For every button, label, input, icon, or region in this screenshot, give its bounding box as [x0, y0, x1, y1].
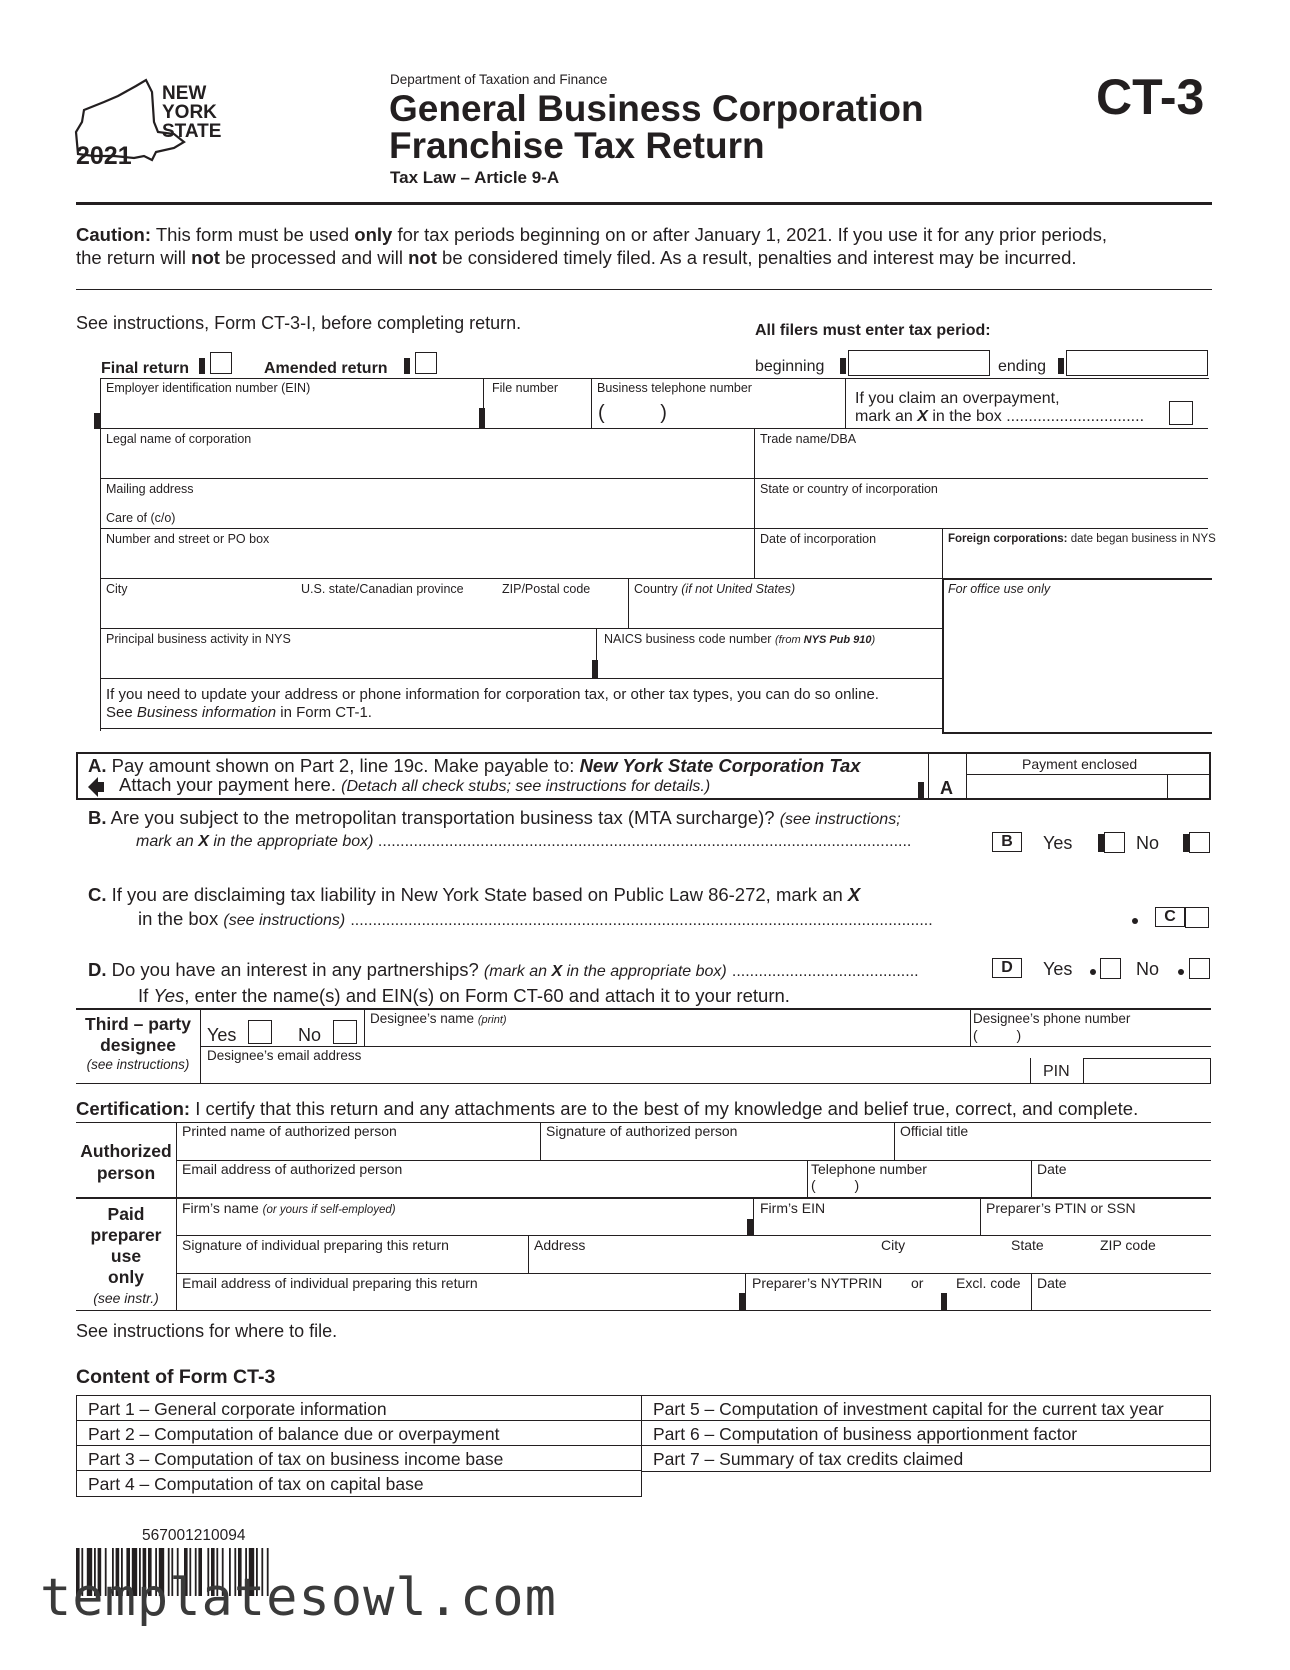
- naics-marker: [592, 660, 598, 678]
- country-text: Country: [634, 582, 678, 596]
- row3-bottom: [100, 528, 1208, 529]
- header-rule: [76, 202, 1212, 205]
- line-d-yes-checkbox[interactable]: [1100, 958, 1121, 979]
- beginning-label: beginning: [755, 358, 825, 375]
- caution-text-d: be processed and will: [225, 247, 403, 268]
- line-b-text: B. Are you subject to the metropolitan transportation business tax (MTA surcharge)? (see instructions; mark an X in the appropriate box) ........................................................................................................................: [88, 807, 912, 850]
- line-a-payee: New York State Corporation Tax: [579, 755, 861, 776]
- form-id: CT-3: [1096, 69, 1205, 125]
- caution-not-1: not: [191, 247, 220, 268]
- final-return-label: Final return: [101, 360, 190, 377]
- line-a-marker: [918, 782, 924, 800]
- line-b-letter: B.: [88, 807, 107, 828]
- preparer-divider: [176, 1199, 177, 1311]
- line-c-text-2: in the box: [138, 908, 219, 929]
- line-d-yes-bullet: [1090, 969, 1096, 975]
- state-incorporation-label: State or country of incorporation: [760, 482, 938, 496]
- preparer-date-divider: [1031, 1273, 1032, 1311]
- designee-phone-divider: [970, 1008, 971, 1046]
- preparer-state-label: State: [1011, 1237, 1044, 1253]
- preparer-signature-label: Signature of individual preparing this return: [182, 1237, 449, 1253]
- designee-name-divider: [364, 1008, 365, 1046]
- date-incorporation-label: Date of incorporation: [760, 532, 877, 546]
- authorized-telephone-label: Telephone number: [811, 1161, 927, 1177]
- content-part-7: Part 7 – Summary of tax credits claimed: [653, 1449, 964, 1469]
- designee-pin-input[interactable]: [1083, 1058, 1211, 1084]
- logo-line-2: YORK: [162, 102, 217, 123]
- designee-mid-line: [200, 1046, 1211, 1047]
- designee-yes-checkbox[interactable]: [248, 1020, 272, 1044]
- payment-cents-divider: [1167, 774, 1168, 798]
- mailing-address-label: Mailing address: [106, 482, 194, 496]
- preparer-ptin-label: Preparer’s PTIN or SSN: [986, 1200, 1136, 1216]
- line-c-text-1: If you are disclaiming tax liability in New York State based on Public Law 86-272, mark an: [111, 884, 843, 905]
- update-info-text: [106, 686, 879, 722]
- legal-name-label: Legal name of corporation: [106, 432, 252, 446]
- line-b-no-label: No: [1136, 833, 1160, 853]
- firm-name-note: (or yours if self-employed): [262, 1204, 396, 1216]
- overpayment-line-1: If you claim an overpayment,: [855, 390, 1060, 407]
- line-d-no-checkbox[interactable]: [1189, 958, 1210, 979]
- legal-name-divider: [754, 428, 755, 578]
- foreign-corp-rest: date began business in NYS: [1070, 533, 1216, 545]
- preparer-city-label: City: [881, 1237, 906, 1253]
- row2-bottom: [100, 478, 1208, 479]
- line-d-note-x: X: [551, 963, 563, 980]
- care-of-label: Care of (c/o): [106, 511, 176, 525]
- payment-enclosed-label: Payment enclosed: [1022, 756, 1138, 772]
- preparer-title-2: preparer: [90, 1225, 162, 1245]
- designee-phone-parens: ( ): [973, 1027, 1022, 1043]
- update-line-2a: See: [106, 704, 133, 721]
- preparer-title-4: only: [108, 1267, 144, 1287]
- row6-bottom: [100, 678, 942, 679]
- caution-only: only: [354, 224, 393, 245]
- line-d-note-b: in the appropriate box): [566, 963, 727, 980]
- authorized-title: [76, 1140, 176, 1184]
- grid-bottom: [100, 728, 942, 729]
- update-line-2b: Business information: [136, 704, 277, 721]
- state-province-label: U.S. state/Canadian province: [301, 582, 464, 596]
- line-c-checkbox[interactable]: [1185, 907, 1209, 928]
- designee-name-note: (print): [477, 1014, 507, 1026]
- line-d-yes-label: Yes: [1043, 959, 1073, 979]
- caution-text-e: be considered timely filed. As a result, penalties and interest may be incurred.: [442, 247, 1077, 268]
- ending-label: ending: [998, 358, 1047, 375]
- line-b-note-1: (see instructions;: [779, 811, 901, 828]
- preparer-address-divider: [528, 1235, 529, 1273]
- authorized-date-divider: [1031, 1160, 1032, 1198]
- form-subtitle: Tax Law – Article 9-A: [390, 168, 560, 187]
- designee-title: [76, 1014, 200, 1074]
- preparer-excl-label: Excl. code: [956, 1275, 1021, 1291]
- line-d-question: Do you have an interest in any partnerships?: [111, 959, 479, 980]
- logo-line-3: STATE: [162, 121, 222, 142]
- firm-ein-divider: [753, 1199, 754, 1235]
- line-a-text: [88, 756, 861, 796]
- amended-return-checkbox[interactable]: [415, 352, 437, 374]
- office-use-box: [942, 578, 1212, 734]
- excl-marker: [941, 1293, 947, 1311]
- row1-bottom: [100, 428, 1208, 429]
- overpayment-checkbox[interactable]: [1169, 401, 1193, 425]
- preparer-line-1: [176, 1235, 1211, 1236]
- content-right-rule-1: [642, 1420, 1211, 1421]
- payment-enclosed-input[interactable]: [967, 775, 1167, 798]
- preparer-zip-label: ZIP code: [1100, 1237, 1156, 1253]
- ein-marker: [94, 413, 100, 429]
- line-a-text-1: Pay amount shown on Part 2, line 19c. Make payable to:: [111, 755, 575, 776]
- authorized-sig-divider: [540, 1122, 541, 1160]
- designee-no-label: No: [298, 1025, 322, 1045]
- amended-return-marker: [404, 358, 410, 374]
- content-part-2: Part 2 – Computation of balance due or overpayment: [88, 1424, 500, 1444]
- ending-date-input[interactable]: [1066, 350, 1208, 376]
- caution-not-2: not: [408, 247, 437, 268]
- overpayment-line-2b: in the box ...............................: [932, 408, 1145, 425]
- designee-yes-label: Yes: [207, 1025, 237, 1045]
- final-return-checkbox[interactable]: [210, 352, 232, 374]
- line-b-yes-checkbox[interactable]: [1104, 832, 1125, 853]
- barcode-number: 567001210094: [142, 1527, 246, 1544]
- business-phone-parens: ( ): [598, 402, 667, 424]
- file-number-divider: [591, 378, 592, 428]
- designee-email-label: Designee’s email address: [207, 1048, 362, 1063]
- country-label: [634, 582, 795, 596]
- preparer-title-1: Paid: [107, 1204, 145, 1224]
- line-b-question: Are you subject to the metropolitan transportation business tax (MTA surcharge)?: [110, 807, 775, 828]
- line-b-yes-label: Yes: [1043, 833, 1073, 853]
- designee-name-text: Designee’s name: [370, 1011, 475, 1026]
- caution-text: [76, 223, 1216, 269]
- line-a-note: (Detach all check stubs; see instructions for details.): [341, 778, 711, 795]
- overpayment-x: X: [917, 408, 928, 425]
- naics-text: NAICS business code number: [604, 632, 772, 646]
- line-d-note-a: (mark an: [483, 963, 548, 980]
- see-instructions: See instructions, Form CT-3-I, before completing return.: [76, 313, 522, 333]
- form-title-line-1: General Business Corporation: [389, 88, 924, 129]
- preparer-or-label: or: [911, 1275, 924, 1291]
- line-b-box-letter: B: [992, 832, 1022, 852]
- row5-bottom: [100, 628, 942, 629]
- zip-label: ZIP/Postal code: [502, 582, 591, 596]
- certification-label: Certification:: [76, 1098, 191, 1119]
- content-right-rule-2: [642, 1445, 1211, 1446]
- attach-arrow-icon: [88, 777, 106, 802]
- content-left-rule-1: [76, 1420, 642, 1421]
- line-a-text-2: Attach your payment here.: [119, 774, 336, 795]
- update-line-2c: in Form CT-1.: [280, 704, 372, 721]
- authorized-tel-parens: ( ): [811, 1177, 860, 1193]
- overpayment-text: [855, 390, 1144, 426]
- line-a-divider: [928, 752, 929, 800]
- authorized-tel-divider: [807, 1160, 808, 1198]
- naics-note-b: NYS Pub 910: [803, 634, 872, 646]
- update-line-1: If you need to update your address or phone information for corporation tax, or other tax types, you can do so online.: [106, 686, 879, 703]
- preparer-address-label: Address: [534, 1237, 586, 1253]
- preparer-date-label: Date: [1037, 1275, 1067, 1291]
- principal-activity-label: Principal business activity in NYS: [106, 632, 291, 646]
- tax-period-label: All filers must enter tax period:: [755, 322, 991, 339]
- authorized-signature-label: Signature of authorized person: [546, 1123, 738, 1139]
- line-b-note-2a: mark an: [136, 833, 194, 850]
- line-c-text: C. If you are disclaiming tax liability in New York State based on Public Law 86-272, mark an X in the box (see instructions) ...................................................................................................................................: [88, 884, 933, 929]
- line-c-bullet: [1132, 918, 1138, 924]
- line-d-text: D. Do you have an interest in any partnerships? (mark an X in the appropriate box) .......................................... If Yes, enter the name(s) and EIN(s) on Form CT-60 and attach it to your return.: [88, 959, 919, 1006]
- phone-divider: [845, 378, 846, 428]
- designee-name-label: [370, 1012, 507, 1027]
- date-incorp-divider: [942, 528, 943, 578]
- designee-phone-label: Designee’s phone number: [973, 1011, 1131, 1026]
- designee-pin-label: PIN: [1043, 1063, 1070, 1080]
- caution-text-b: for tax periods beginning on or after January 1, 2021. If you use it for any prior periods,: [397, 224, 1108, 245]
- file-number-marker: [479, 408, 485, 428]
- overpayment-line-2a: mark an: [855, 408, 913, 425]
- content-heading: Content of Form CT-3: [76, 1366, 276, 1388]
- line-a-box-letter: A: [940, 778, 953, 798]
- content-left-rule-3: [76, 1470, 642, 1471]
- line-b-note-2b: in the appropriate box): [213, 833, 374, 850]
- business-phone-label: Business telephone number: [597, 381, 752, 395]
- authorized-printed-name-label: Printed name of authorized person: [182, 1123, 397, 1139]
- authorized-official-title-label: Official title: [900, 1123, 969, 1139]
- amended-return-label: Amended return: [264, 360, 388, 377]
- line-c-note: (see instructions): [223, 912, 346, 929]
- designee-title-1: Third – party: [85, 1014, 191, 1034]
- firm-name-text: Firm’s name: [182, 1200, 259, 1216]
- certification-statement: I certify that this return and any attachments are to the best of my knowledge and belief true, correct, and complete.: [195, 1098, 1139, 1119]
- caution-label: Caution:: [76, 224, 152, 245]
- foreign-corp-bold: Foreign corporations:: [948, 533, 1068, 545]
- line-c-x: X: [847, 884, 861, 905]
- authorized-title-2: person: [96, 1163, 156, 1183]
- office-use-label: For office use only: [948, 582, 1051, 596]
- authorized-email-label: Email address of authorized person: [182, 1161, 403, 1177]
- line-d-follow-b: , enter the name(s) and EIN(s) on Form CT-60 and attach it to your return.: [184, 985, 790, 1006]
- line-d-follow-a: If: [138, 985, 149, 1006]
- caution-text-a: This form must be used: [155, 224, 350, 245]
- beginning-marker: [840, 358, 846, 374]
- designee-note: (see instructions): [86, 1057, 190, 1072]
- nytprin-marker: [739, 1293, 745, 1311]
- department-name: Department of Taxation and Finance: [390, 72, 608, 87]
- line-b-no-checkbox[interactable]: [1189, 832, 1210, 853]
- line-c-letter: C.: [88, 884, 107, 905]
- watermark: templatesowl.com: [40, 1568, 557, 1628]
- beginning-date-input[interactable]: [848, 350, 990, 376]
- authorized-title-1: Authorized: [80, 1141, 172, 1161]
- line-d-box-letter: D: [992, 958, 1022, 978]
- file-number-label: File number: [492, 381, 558, 395]
- designee-title-2: designee: [100, 1035, 176, 1055]
- content-part-3: Part 3 – Computation of tax on business income base: [88, 1449, 504, 1469]
- preparer-email-label: Email address of individual preparing this return: [182, 1275, 478, 1291]
- caution-text-c: the return will: [76, 247, 187, 268]
- line-b-note-x: X: [198, 833, 209, 850]
- preparer-note: (see instr.): [93, 1290, 159, 1306]
- country-note: (if not United States): [681, 582, 796, 596]
- line-d-no-label: No: [1136, 959, 1160, 979]
- naics-label: [604, 632, 875, 647]
- logo-text: [162, 84, 221, 141]
- content-part-5: Part 5 – Computation of investment capital for the current tax year: [653, 1399, 1164, 1419]
- preparer-title: [76, 1204, 176, 1309]
- naics-note-c: ): [871, 634, 876, 646]
- city-label: City: [106, 582, 128, 596]
- ending-marker: [1058, 358, 1064, 374]
- ptin-divider: [980, 1199, 981, 1235]
- nytprin-divider: [745, 1273, 746, 1311]
- foreign-corp-label: [948, 532, 1216, 546]
- line-d-letter: D.: [88, 959, 107, 980]
- where-to-file: See instructions for where to file.: [76, 1321, 338, 1341]
- naics-note-a: (from: [774, 634, 801, 646]
- line-a-letter: A.: [88, 755, 107, 776]
- line-d-follow-yes: Yes: [153, 985, 185, 1006]
- trade-name-label: Trade name/DBA: [760, 432, 857, 446]
- certification-text: [76, 1098, 1138, 1120]
- content-left-rule-2: [76, 1445, 642, 1446]
- form-year: 2021: [76, 142, 132, 170]
- line-d-no-bullet: [1178, 969, 1184, 975]
- designee-no-checkbox[interactable]: [333, 1020, 357, 1044]
- line-c-box-letter: C: [1155, 907, 1185, 927]
- firm-ein-marker: [747, 1219, 753, 1235]
- preparer-title-3: use: [110, 1246, 142, 1266]
- caution-rule: [76, 289, 1212, 290]
- content-part-1: Part 1 – General corporate information: [88, 1399, 387, 1419]
- firm-ein-label: Firm’s EIN: [760, 1200, 826, 1216]
- authorized-date-label: Date: [1037, 1161, 1067, 1177]
- authorized-title-divider: [894, 1122, 895, 1160]
- content-part-6: Part 6 – Computation of business apportionment factor: [653, 1424, 1078, 1444]
- preparer-nytprin-label: Preparer’s NYTPRIN: [752, 1275, 883, 1291]
- logo-line-1: NEW: [162, 83, 207, 104]
- firm-name-label: [182, 1201, 396, 1217]
- designee-pin-divider: [1030, 1058, 1031, 1084]
- zip-divider: [628, 578, 629, 628]
- ein-label: Employer identification number (EIN): [106, 381, 311, 395]
- preparer-line-2: [176, 1273, 1211, 1274]
- street-label: Number and street or PO box: [106, 532, 270, 546]
- content-part-4: Part 4 – Computation of tax on capital base: [88, 1474, 424, 1494]
- final-return-marker: [199, 358, 205, 374]
- form-title-line-2: Franchise Tax Return: [389, 125, 765, 166]
